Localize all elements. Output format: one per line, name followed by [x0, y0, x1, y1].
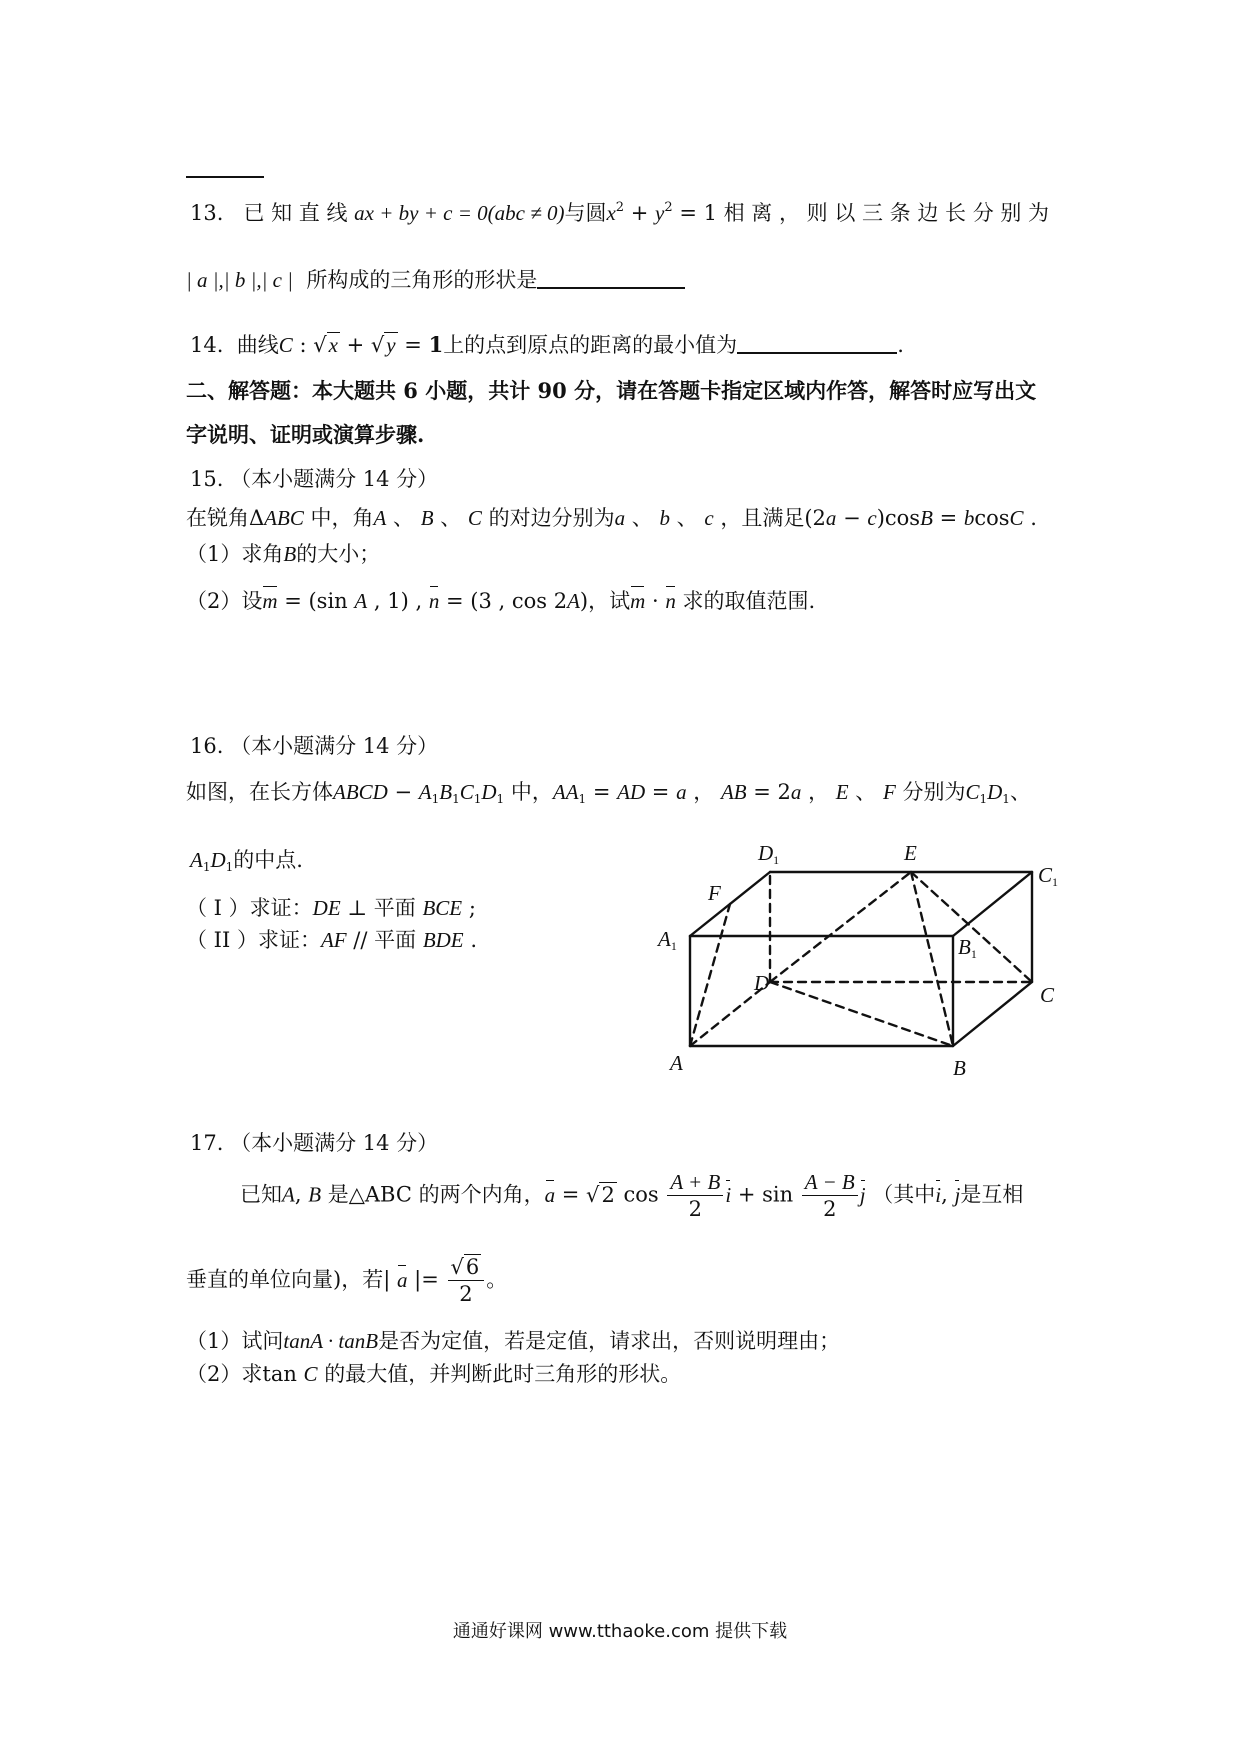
segment-d-b — [770, 982, 953, 1046]
edge-b-c — [953, 982, 1032, 1046]
vertex-label-c: C — [1040, 983, 1055, 1007]
vertex-label-a: A — [670, 1051, 683, 1075]
q14-answer-blank[interactable] — [737, 332, 897, 354]
segment-e-b — [911, 872, 953, 1046]
vertex-label-d: D — [754, 971, 770, 995]
q13-line-equation: ax + by + c = 0(abc ≠ 0) — [354, 201, 565, 225]
section2-heading-cont: 字说明、证明或演算步骤. — [186, 422, 425, 447]
q16-header: 16. （本小题满分 14 分） — [190, 734, 439, 758]
q13-answer-blank[interactable] — [537, 267, 685, 289]
cuboid-figure — [640, 830, 1080, 1090]
q16-part1: （ I ）求证：DE ⊥ 平面 BCE ; — [186, 896, 476, 920]
vertex-label-b: B — [953, 1056, 966, 1080]
q14-line: 14. 曲线C : √x + √y = 1上的点到原点的距离的最小值为 . — [190, 332, 904, 357]
q16-part2: （ II ）求证：AF // 平面 BDE . — [186, 928, 477, 952]
vertex-label-e: E — [904, 841, 917, 865]
q15-header: 15. （本小题满分 14 分） — [190, 467, 439, 491]
top-rule — [186, 176, 264, 178]
q17-part2: （2）求tan C 的最大值，并判断此时三角形的形状。 — [186, 1362, 682, 1386]
q14-number: 14. — [190, 333, 224, 357]
page-footer: 通通好课网 www.tthaoke.com 提供下载 — [452, 1621, 788, 1642]
vertex-label-d1: D1 — [758, 841, 780, 867]
q13-line2: | a |,| b |,| c | 所构成的三角形的形状是 — [186, 267, 685, 293]
vertex-label-f: F — [708, 881, 721, 905]
section2-heading: 二、解答题：本大题共 6 小题，共计 90 分，请在答题卡指定区域内作答，解答时应写出文 — [186, 378, 1037, 403]
q15-part1: （1）求角B的大小； — [186, 542, 381, 566]
edge-b1-c1 — [953, 872, 1032, 936]
q17-statement-cont: 垂直的单位向量)，若| a |= $\frac{√6}{2}$ 。 — [186, 1255, 508, 1307]
vertex-label-b1: B1 — [958, 935, 977, 961]
q16-statement: 如图，在长方体ABCD − $A_1B_1C_1D_1$ 中，$AA_1$ = AD = a ， AB = 2a ， E 、 F 分别为$C_1D_1$、 — [186, 780, 1031, 806]
q15-statement: 在锐角ΔABC 中，角A 、 B 、 C 的对边分别为a 、 b 、 c ，且满足(2a − c)cosB = bcosC . — [186, 506, 1037, 530]
segment-d-e — [770, 872, 911, 982]
segment-e-c — [911, 872, 1032, 982]
segment-a-f — [690, 904, 730, 1046]
vertex-label-a1: A1 — [658, 927, 677, 953]
q16-statement-cont: $A_1D_1$的中点. — [190, 848, 303, 874]
q17-statement: 已知A, B 是△ABC 的两个内角，a = √2 cos $\frac{A + B}{2}$ i + sin $\frac{A - B}{2}$ j （其中i, j是互相 — [240, 1170, 1024, 1222]
q17-part1: （1）试问tanA · tanB是否为定值，若是定值，请求出，否则说明理由； — [186, 1329, 841, 1353]
q13-line1: 13. 已 知 直 线 ax + by + c = 0(abc ≠ 0)与圆$x^2 + y^2 = 1$ 相 离 ， 则 以 三 条 边 长 分 别 为 — [190, 200, 1050, 225]
q15-part2: （2）设m = (sin A , 1) , n = (3 , cos 2A)，试m · n 求的取值范围. — [186, 589, 816, 613]
vertex-label-c1: C1 — [1038, 863, 1059, 889]
q13-number: 13. — [190, 201, 224, 225]
q17-header: 17. （本小题满分 14 分） — [190, 1131, 439, 1155]
